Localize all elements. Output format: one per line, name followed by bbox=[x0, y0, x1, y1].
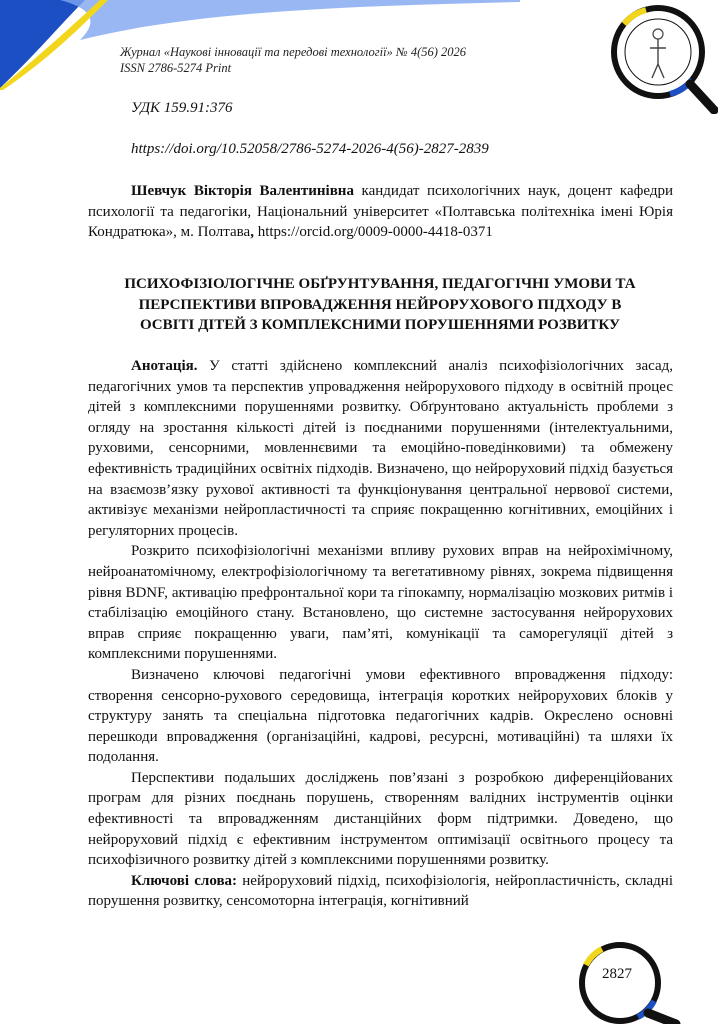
title-line: ПЕРСПЕКТИВИ ВПРОВАДЖЕННЯ НЕЙРОРУХОВОГО ПІДХОДУ В bbox=[138, 296, 622, 313]
abstract-paragraph: Перспективи подальших досліджень пов’язані з розробкою диференційованих програм для різних поєднань порушень, створенням валідних інструментів оцінки ефективності та впровадженням дистанційних форм підтримки. Доведено, що нейроруховий підхід є ефективним інструментом оптимізації освітнього процесу та психофізичного розвитку дітей з комплексними порушеннями розвитку. bbox=[88, 769, 673, 869]
article-title bbox=[60, 274, 700, 336]
keywords-text: нейроруховий підхід, психофізіологія, нейропластичність, складні порушення розвитку, сенсомоторна інтеграція, когнітивний bbox=[88, 872, 673, 910]
abstract-label: Анотація. bbox=[131, 358, 198, 374]
journal-header bbox=[120, 44, 466, 76]
author-block bbox=[88, 181, 673, 243]
keywords-label: Ключові слова: bbox=[131, 872, 238, 889]
abstract-paragraph: Анотація. У статті здійснено комплексний аналіз психофізіологічних засад, педагогічних умов та перспектив упровадження нейрорухового підходу в освітній процес дітей з комплексними порушеннями розвитку. Обґрунтовано актуальність проблеми з огляду на зростання кількості дітей із поєднаними порушеннями (інтелектуальними, руховими, сенсорними, мовленнєвими та емоційно-поведінковими) та обмежену ефективність традиційних освітніх підходів. Визначено, що нейроруховий підхід базується на взаємозв’язку рухової активності та функціонування центральної нервової системи, активізує механізми нейропластичності та сприяє покращенню когнітивних, емоційних і регуляторних процесів. bbox=[88, 358, 673, 539]
author-affiliation: кандидат психологічних наук, доцент кафедри психології та педагогіки, Національний університет «Полтавська політехніка імені Юрія Кондратюка», м. Полтава bbox=[88, 183, 673, 240]
author-name: Шевчук Вікторія Валентинівна bbox=[131, 183, 354, 199]
journal-issn: ISSN 2786-5274 Print bbox=[120, 61, 232, 75]
author-comma: , bbox=[250, 224, 254, 240]
author-orcid[interactable]: https://orcid.org/0009-0000-4418-0371 bbox=[253, 224, 493, 240]
abstract-paragraph: Визначено ключові педагогічні умови ефективного впровадження підходу: створення сенсорно-рухового середовища, інтеграція коротких нейрорухових блоків у структуру занять та спеціальна підготовка педагогічних кадрів. Окреслено основні перешкоди впровадження (організаційні, кадрові, ресурсні, мотиваційні) та шляхи їх подолання. bbox=[88, 666, 673, 766]
udc-code: УДК 159.91:376 bbox=[131, 100, 233, 116]
journal-logo-icon bbox=[606, 2, 718, 114]
abstract-section bbox=[88, 356, 673, 912]
journal-title: Журнал «Наукові інновації та передові технології» № 4(56) 2026 bbox=[120, 45, 467, 59]
title-line: ОСВІТІ ДІТЕЙ З КОМПЛЕКСНИМИ ПОРУШЕННЯМИ РОЗВИТКУ bbox=[139, 317, 621, 333]
doi-link[interactable]: https://doi.org/10.52058/2786-5274-2026-4(56)-2827-2839 bbox=[131, 141, 489, 157]
abstract-paragraph: Розкрито психофізіологічні механізми впливу рухових вправ на нейрохімічному, нейроанатомічному, електрофізіологічному та вегетативному рівнях, зокрема підвищення рівня BDNF, активацію префронтальної кори та гіпокампу, нормалізацію мозкових ритмів і стабілізацію емоційного стану. Встановлено, що системне застосування нейрорухових вправ сприяє покращенню уваги, пам’яті, комунікації та саморегуляції дітей з комплексними порушеннями. bbox=[88, 543, 673, 663]
title-line: ПСИХОФІЗІОЛОГІЧНЕ ОБҐРУНТУВАННЯ, ПЕДАГОГІЧНІ УМОВИ ТА bbox=[124, 276, 636, 292]
page-number: 2827 bbox=[602, 966, 632, 982]
keywords-paragraph bbox=[88, 871, 673, 912]
